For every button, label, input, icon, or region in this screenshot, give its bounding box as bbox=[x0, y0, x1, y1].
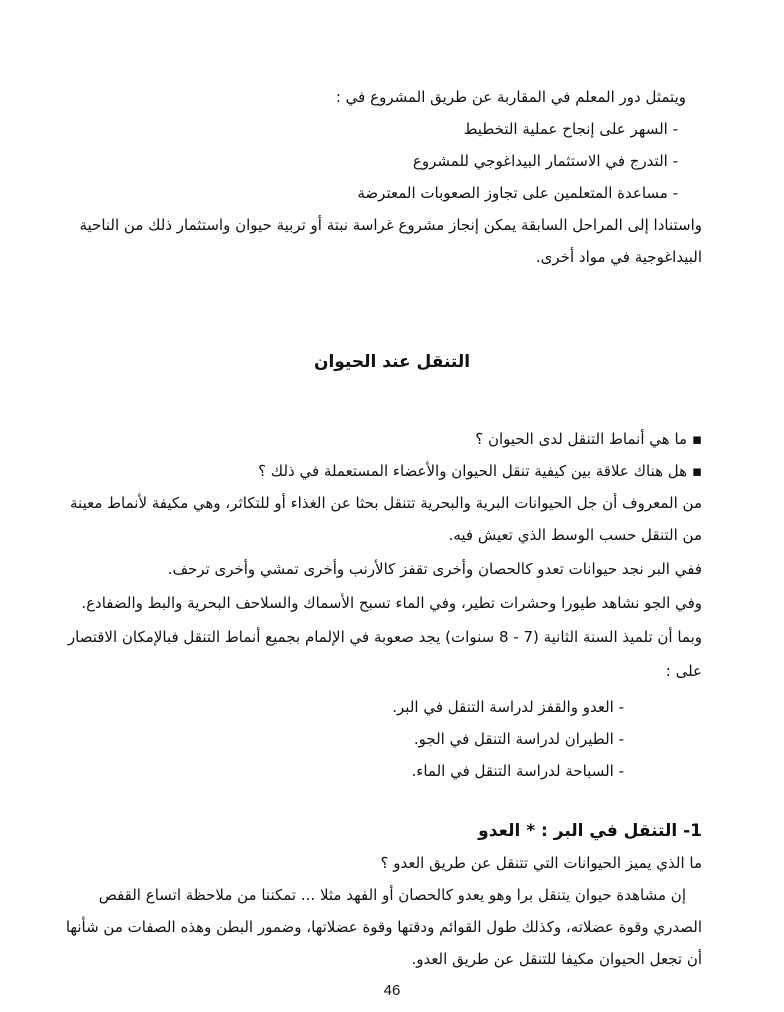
intro-bullet: - مساعدة المتعلمين على تجاوز الصعوبات المعترضة bbox=[357, 184, 678, 202]
option-item: - العدو والقفز لدراسة التنقل في البر. bbox=[392, 698, 624, 716]
intro-bullet: - التدرج في الاستثمار البيداغوجي للمشروع bbox=[412, 152, 678, 170]
intro-paragraph-line: واستنادا إلى المراحل السابقة يمكن إنجاز مشروع غراسة نبتة أو تربية حيوان واستثمار ذلك من الناحية bbox=[79, 216, 702, 234]
question-item: ▪ ما هي أنماط التنقل لدى الحيوان ؟ bbox=[475, 430, 702, 448]
intro-paragraph-line: البيداغوجية في مواد أخرى. bbox=[535, 248, 702, 266]
body-line: ففي البر نجد حيوانات تعدو كالحصان وأخرى تقفز كالأرنب وأخرى تمشي وأخرى ترحف. bbox=[167, 560, 702, 578]
intro-bullet: - السهر على إنجاح عملية التخطيط bbox=[463, 120, 678, 138]
body-line: وبما أن تلميذ السنة الثانية (7 - 8 سنوات) يجد صعوبة في الإلمام بجميع أنماط التنقل فبالإمكان الاقتصار bbox=[67, 628, 702, 646]
body-line: على : bbox=[665, 662, 702, 680]
question-item: ▪ هل هناك علاقة بين كيفية تنقل الحيوان والأعضاء المستعملة في ذلك ؟ bbox=[258, 462, 702, 480]
body-line: من التنقل حسب الوسط الذي تعيش فيه. bbox=[448, 526, 702, 544]
final-paragraph-line: إن مشاهدة حيوان يتنقل برا وهو يعدو كالحصان أو الفهد مثلا ... تمكننا من ملاحظة اتساع القفص bbox=[98, 886, 686, 904]
page-number: 46 bbox=[383, 982, 401, 999]
option-item: - الطيران لدراسة التنقل في الجو. bbox=[413, 730, 624, 748]
body-line: وفي الجو نشاهد طيورا وحشرات تطير، وفي الماء تسبح الأسماك والسلاحف البحرية والبط والضفادع. bbox=[81, 594, 702, 612]
subsection-question: ما الذي يميز الحيوانات التي تتنقل عن طريق العدو ؟ bbox=[380, 854, 702, 872]
final-paragraph-line: الصدري وقوة عضلاته، وكذلك طول القوائم ودقتها وقوة عضلاتها، وضمور البطن وهذه الصفات من شأنها bbox=[65, 918, 702, 936]
option-item: - السباحة لدراسة التنقل في الماء. bbox=[411, 762, 624, 780]
section-title: التنقل عند الحيوان bbox=[313, 352, 471, 372]
body-line: من المعروف أن جل الحيوانات البرية والبحرية تتنقل بحثا عن الغذاء أو للتكاثر، وهي مكيفة لأنماط معينة bbox=[70, 494, 702, 512]
final-paragraph-line: أن تجعل الحيوان مكيفا للتنقل عن طريق العدو. bbox=[411, 950, 702, 968]
intro-line: ويتمثل دور المعلم في المقاربة عن طريق المشروع في : bbox=[335, 88, 686, 106]
subsection-title: 1- التنقل في البر : * العدو bbox=[478, 821, 702, 841]
